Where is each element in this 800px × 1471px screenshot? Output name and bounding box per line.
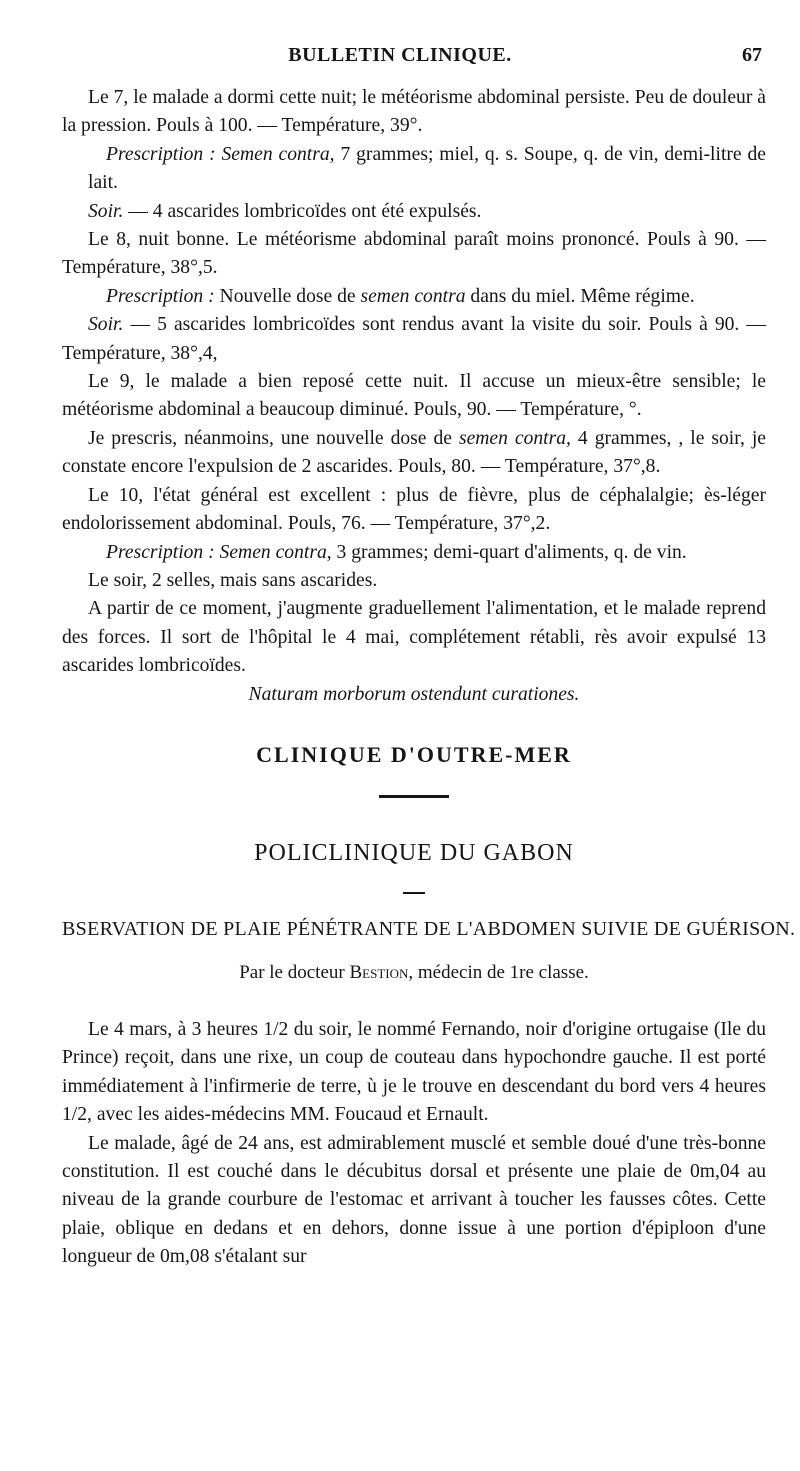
section-heading: CLINIQUE D'OUTRE-MER <box>256 741 572 767</box>
article-paragraph: Le malade, âgé de 24 ans, est admirablement musclé et semble doué d'une très-bonne constitution. Il est couché dans le décubitus dorsal et présente une plaie de 0m,04 au niveau de la grande courbure de l'estomac et arrivant à toucher les fausses côtes. Cette plaie, oblique en dedans et en dehors, donne issue à une portion d'épiploon d'une longueur de 0m,08 s'étalant sur <box>62 1132 766 1268</box>
byline-suffix: , médecin de 1re classe. <box>408 961 589 983</box>
article-paragraph: Le 4 mars, à 3 heures 1/2 du soir, le nommé Fernando, noir d'origine ortugaise (Ile du Prince) reçoit, dans une rixe, un coup de couteau dans hypochondre gauche. Il est porté immédiatement à l'infirmerie de terre, ù je le trouve en descendant du bord vers 4 heures 1/2, avec les aides-médecins MM. Foucaud et Ernault. <box>62 1018 766 1126</box>
evening-note-day-8 <box>62 311 766 368</box>
subsection-rule <box>403 892 425 894</box>
prescription-day-8 <box>62 283 766 311</box>
drug-name: semen contra <box>360 285 466 307</box>
author-name: Bestion <box>349 961 409 983</box>
article-title: BSERVATION DE PLAIE PÉNÉTRANTE DE L'ABDOMEN SUIVIE DE GUÉRISON. <box>62 917 796 940</box>
subsection-heading: POLICLINIQUE DU GABON <box>254 839 574 866</box>
prescription-day-10 <box>62 539 766 567</box>
drug-name: semen contra, <box>458 427 571 449</box>
evening-note-day-7 <box>62 198 766 226</box>
page-number: 67 <box>742 44 762 66</box>
prescription-label: Prescription : Semen contra, <box>106 541 332 563</box>
paragraph-evening-stools: Le soir, 2 selles, mais sans ascarides. <box>88 569 378 591</box>
page-body <box>62 84 796 1272</box>
paragraph-day-10: Le 10, l'état général est excellent : plus de fièvre, plus de céphalalgie; ès-léger endolorissement abdominal. Pouls, 76. — Température, 37°,2. <box>62 484 766 535</box>
prescription-text: 7 grammes; miel, q. s. Soupe, q. de vin, demi-litre de lait. <box>88 143 766 194</box>
paragraph-recovery: A partir de ce moment, j'augmente graduellement l'alimentation, et le malade reprend des forces. Il sort de l'hôpital le 4 mai, complétement rétabli, rès avoir expulsé 13 ascarides lombricoïdes. <box>62 598 766 677</box>
byline-prefix: Par le docteur <box>239 961 350 983</box>
prescription-label: Prescription : <box>106 285 215 307</box>
running-head <box>0 44 800 74</box>
author-byline <box>62 958 766 988</box>
running-title: BULLETIN CLINIQUE. <box>288 44 512 66</box>
evening-text: — 4 ascarides lombricoïdes ont été expulsés. <box>123 200 482 222</box>
evening-text: — 5 ascarides lombricoïdes sont rendus avant la visite du soir. Pouls à 90. — Température, 38°,4, <box>62 314 766 364</box>
paragraph-day-8: Le 8, nuit bonne. Le météorisme abdominal paraît moins prononcé. Pouls à 90. — Température, 38°,5. <box>62 229 766 279</box>
prescription-text-end: dans du miel. Même régime. <box>465 285 695 307</box>
article-body <box>62 1016 766 1272</box>
section-rule <box>379 795 449 798</box>
motto <box>62 681 766 709</box>
prescription-text: 3 grammes; demi-quart d'aliments, q. de vin. <box>331 541 687 563</box>
prescription-label: Prescription : Semen contra, <box>106 143 335 165</box>
paragraph-day-7: Le 7, le malade a dormi cette nuit; le météorisme abdominal persiste. Peu de douleur à la pression. Pouls à 100. — Température, 39°. <box>62 87 766 137</box>
evening-label: Soir. <box>88 200 124 222</box>
paragraph-text-end: 4 grammes, , le soir, je constate encore l'expulsion de 2 ascarides. Pouls, 80. — Température, 37°,8. <box>62 427 767 478</box>
evening-label: Soir. <box>88 314 124 336</box>
paragraph-new-dose <box>62 425 766 482</box>
paragraph-text: Je prescris, néanmoins, une nouvelle dose de <box>88 427 459 449</box>
motto-text: Naturam morborum ostendunt curationes. <box>248 683 580 705</box>
paragraph-day-9: Le 9, le malade a bien reposé cette nuit. Il accuse un mieux-être sensible; le météorisme abdominal a beaucoup diminué. Pouls, 90. — Température, °. <box>62 371 766 421</box>
prescription-day-7 <box>62 141 766 198</box>
prescription-text: Nouvelle dose de <box>214 285 361 307</box>
